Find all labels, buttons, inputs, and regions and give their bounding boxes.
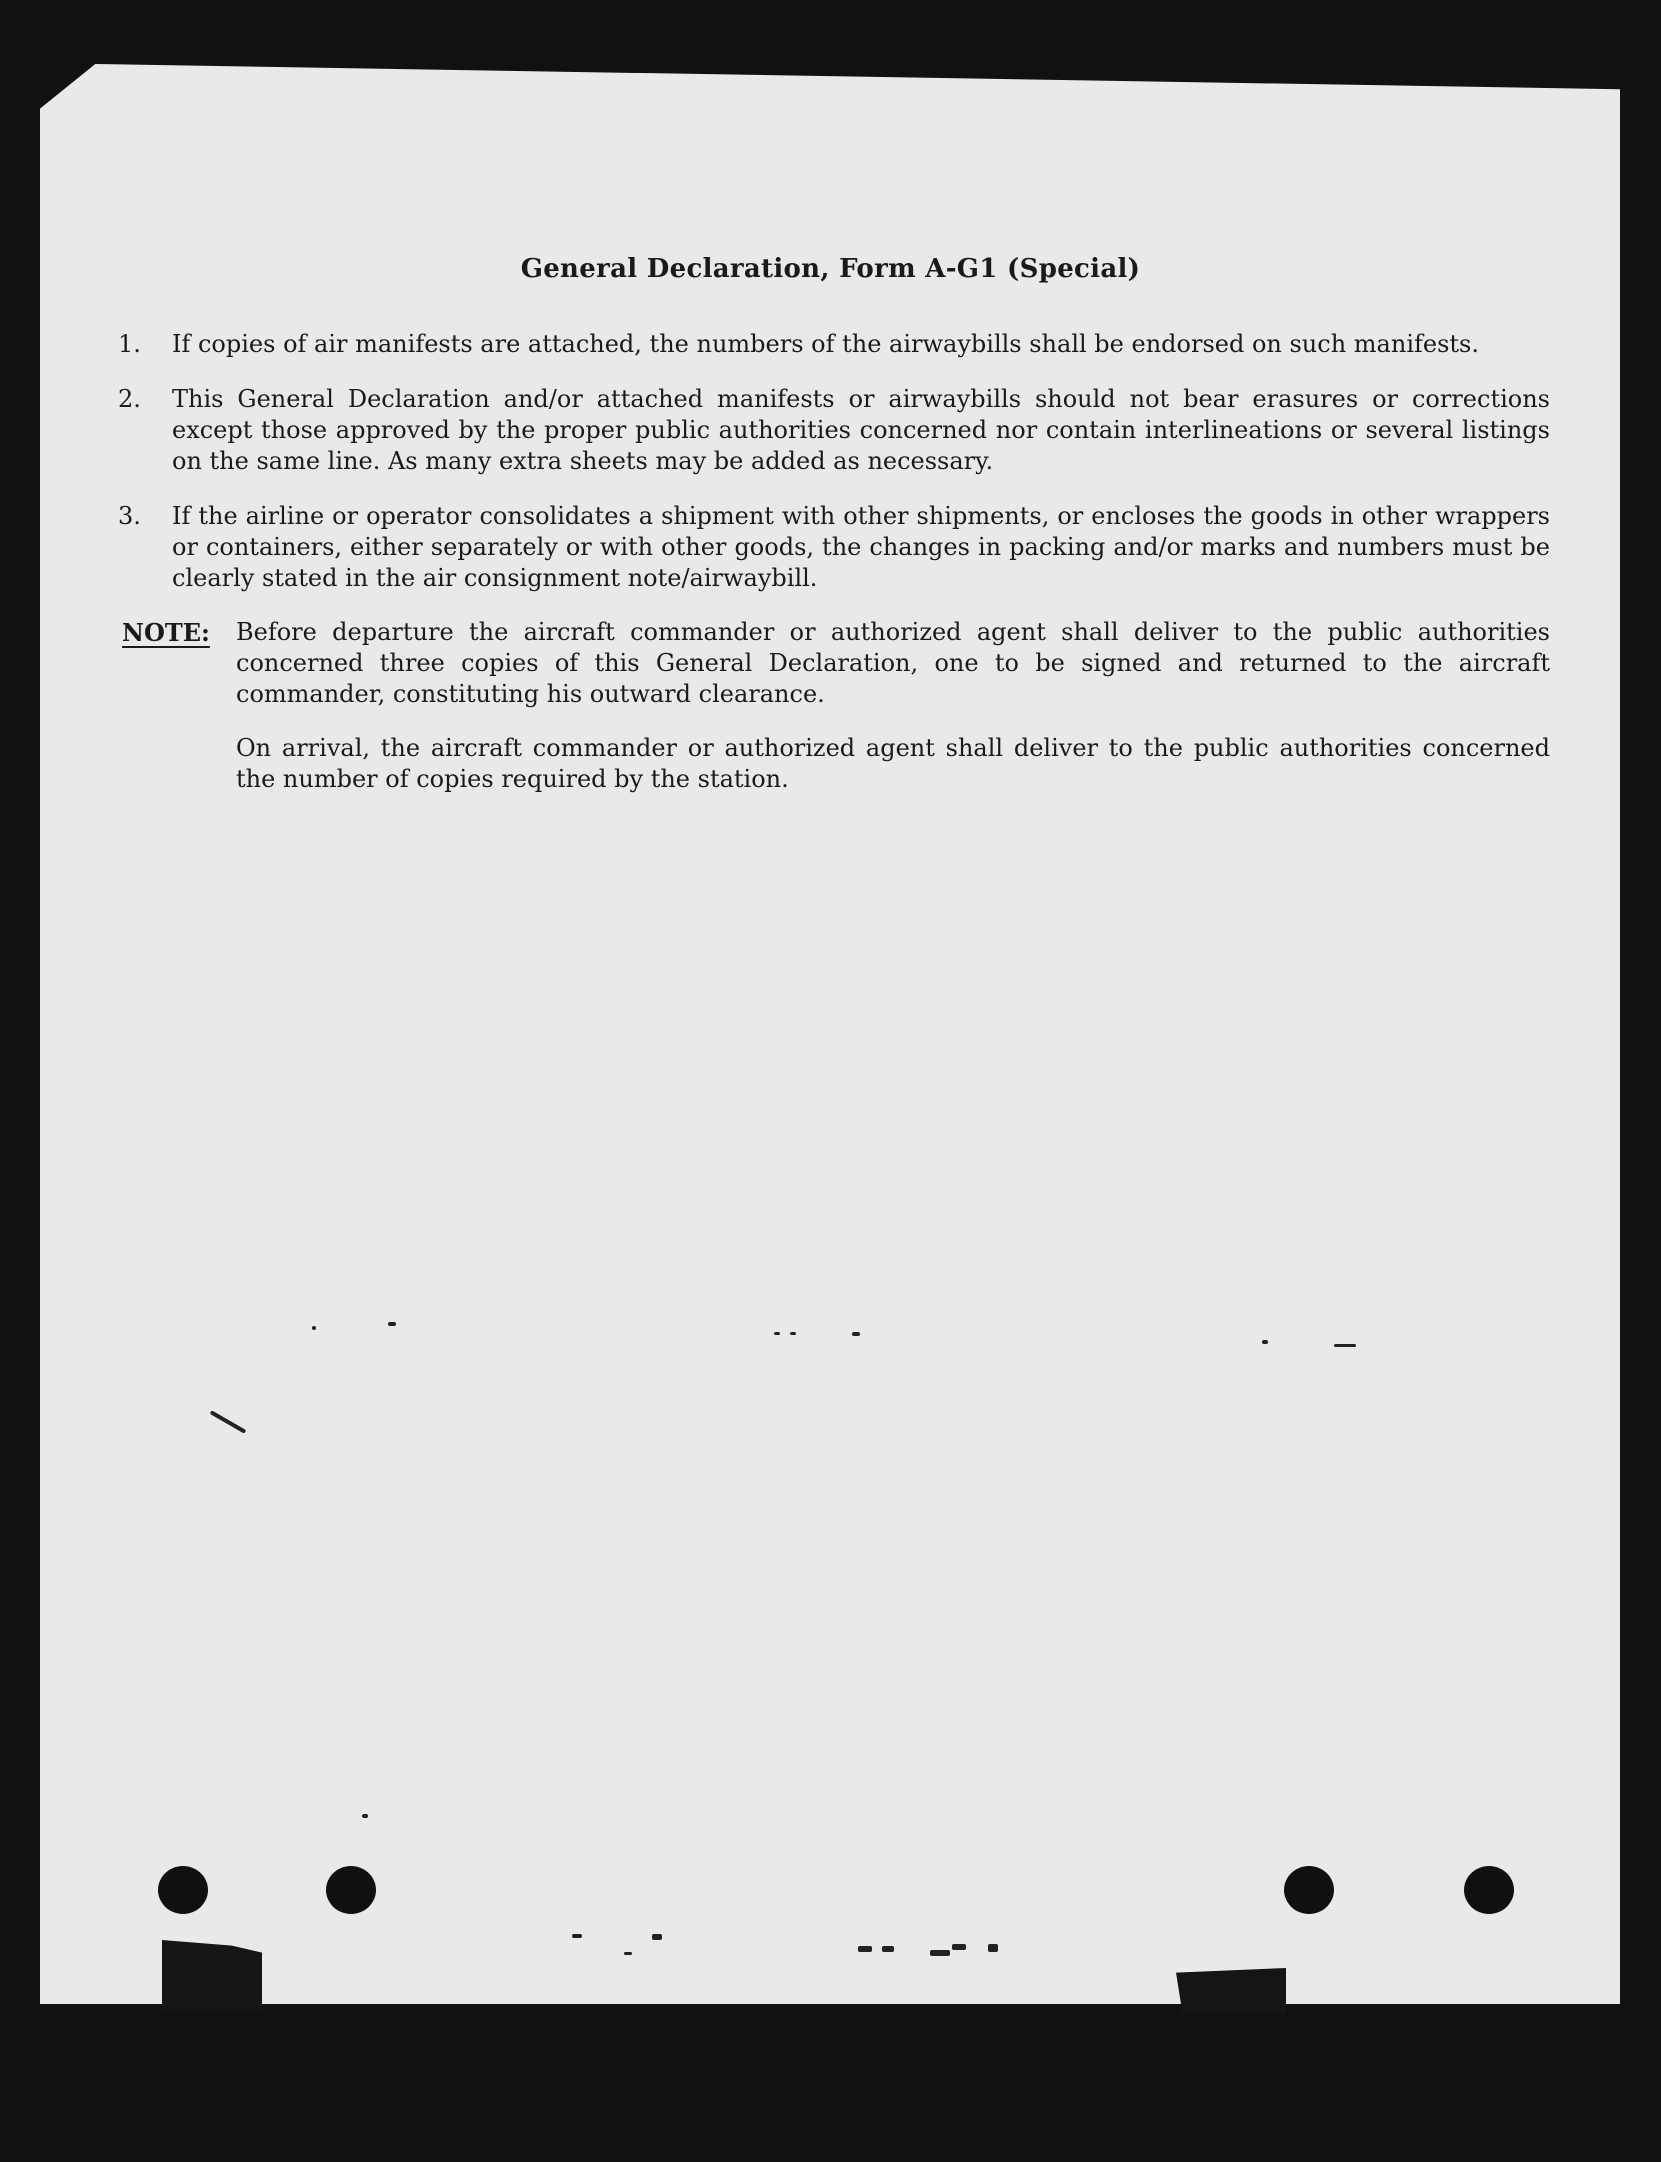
document-title: General Declaration, Form A-G1 (Special) [520, 254, 1141, 284]
punch-hole [158, 1866, 208, 1914]
scan-speck [1334, 1344, 1356, 1347]
binder-tab [1176, 1968, 1286, 2014]
scan-speck [362, 1814, 368, 1818]
scan-speck [930, 1950, 950, 1956]
scan-speck [652, 1934, 662, 1940]
scan-speck [312, 1326, 316, 1330]
item-number: 3. [118, 502, 141, 530]
scan-speck [774, 1332, 780, 1335]
punch-hole [1284, 1866, 1334, 1914]
scan-speck [952, 1944, 966, 1950]
item-text: If the airline or operator consolidates a shipment with other shipments, or encloses the goods in other wrappers or containers, either separately or with other goods, the changes in packing and/or marks and numbers must be clearly stated in the air consignment note/airwaybill. [172, 502, 1550, 592]
item-number: 1. [118, 330, 141, 358]
scan-speck [858, 1946, 872, 1952]
note-paragraph-1: Before departure the aircraft commander or authorized agent shall deliver to the public authorities concerned three copies of this General Declaration, one to be signed and returned to the aircraft commander, constituting his outward clearance. [236, 618, 1550, 708]
scan-speck [882, 1946, 894, 1952]
item-text: If copies of air manifests are attached, the numbers of the airwaybills shall be endorsed on such manifests. [172, 330, 1479, 358]
scan-speck [852, 1332, 860, 1336]
item-text: This General Declaration and/or attached manifests or airwaybills should not bear erasures or corrections except those approved by the proper public authorities concerned nor contain interlineations or several listings on the same line. As many extra sheets may be added as necessary. [172, 385, 1550, 475]
punch-hole [326, 1866, 376, 1914]
item-number: 2. [118, 385, 141, 413]
scan-speck [790, 1332, 796, 1335]
scan-speck [388, 1322, 396, 1326]
scan-speck [1262, 1340, 1268, 1344]
note-paragraph-2: On arrival, the aircraft commander or authorized agent shall deliver to the public authorities concerned the number of copies required by the station. [236, 734, 1550, 793]
binder-tab [162, 1940, 262, 2010]
scan-speck [988, 1944, 998, 1952]
punch-hole [1464, 1866, 1514, 1914]
scan-speck [572, 1934, 582, 1938]
note-label: NOTE: [122, 618, 210, 647]
scan-speck [624, 1952, 632, 1955]
